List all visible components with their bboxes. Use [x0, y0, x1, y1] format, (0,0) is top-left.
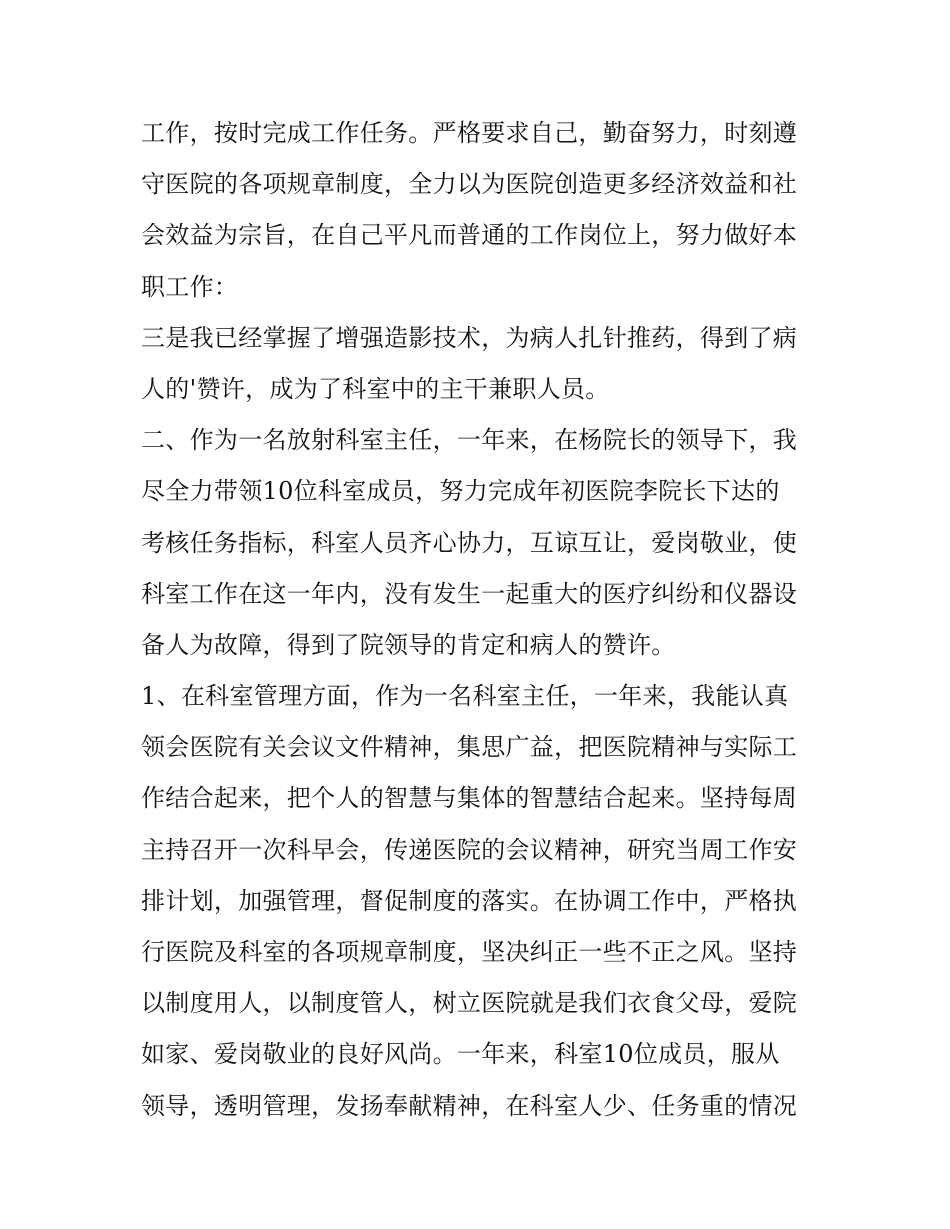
text-line: 作结合起来，把个人的智慧与集体的智慧结合起来。坚持每周: [141, 784, 798, 813]
text-line: 守医院的各项规章制度，全力以为医院创造更多经济效益和社: [141, 170, 798, 199]
text-line: 工作，按时完成工作任务。严格要求自己，勤奋努力，时刻遵: [141, 119, 798, 147]
text-line: 科室工作在这一年内，没有发生一起重大的医疗纠纷和仪器设: [141, 579, 798, 608]
text-line: 三是我已经掌握了增强造影技术，为病人扎针推药，得到了病: [141, 323, 798, 352]
text-line: 主持召开一次科早会，传递医院的会议精神，研究当周工作安: [141, 835, 798, 864]
text-line: 职工作：: [141, 272, 239, 301]
text-line: 排计划，加强管理，督促制度的落实。在协调工作中，严格执: [141, 886, 798, 915]
text-line: 如家、爱岗敬业的良好风尚。一年来，科室10位成员，服从: [141, 1040, 780, 1069]
document-body: [141, 108, 821, 1132]
text-line: 尽全力带领10位科室成员，努力完成年初医院李院长下达的: [141, 477, 780, 506]
text-line: 行医院及科室的各项规章制度，坚决纠正一些不正之风。坚持: [141, 938, 798, 966]
text-line: 以制度用人，以制度管人，树立医院就是我们衣食父母，爱院: [141, 989, 798, 1018]
text-line: 领会医院有关会议文件精神，集思广益，把医院精神与实际工: [141, 733, 798, 762]
text-line: 人的'赞许，成为了科室中的主干兼职人员。: [141, 374, 610, 403]
text-line: 会效益为宗旨，在自己平凡而普通的工作岗位上，努力做好本: [141, 221, 798, 250]
text-line: 领导，透明管理，发扬奉献精神，在科室人少、任务重的情况: [141, 1091, 798, 1120]
text-line: 二、作为一名放射科室主任，一年来，在杨院长的领导下，我: [141, 426, 798, 455]
text-line: 考核任务指标，科室人员齐心协力，互谅互让，爱岗敬业，使: [141, 528, 798, 557]
text-line: 1、在科室管理方面，作为一名科室主任，一年来，我能认真: [141, 682, 789, 711]
text-line: 备人为故障，得到了院领导的肯定和病人的赞许。: [141, 630, 676, 659]
